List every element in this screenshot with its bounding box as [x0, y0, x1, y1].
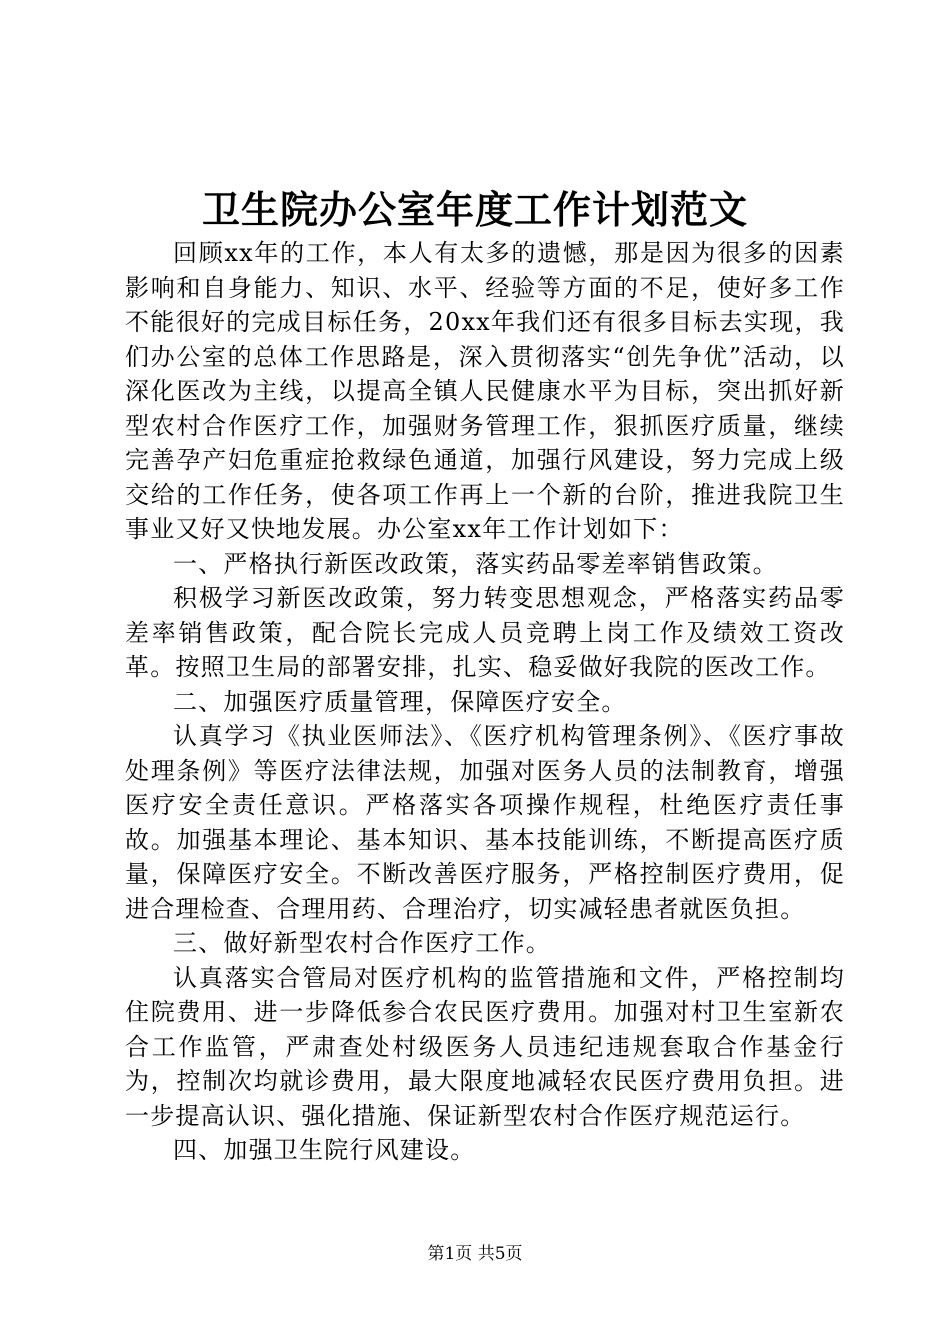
- page-number-footer: 第1页 共5页: [427, 1244, 523, 1264]
- section-heading-4: 四、加强卫生院行风建设。: [173, 1136, 476, 1164]
- section-heading-3: 三、做好新型农村合作医疗工作。: [173, 929, 551, 957]
- paragraph-section-3: 认真落实合管局对医疗机构的监管措施和文件，严格控制均住院费用、进一步降低参合农民医疗费用。加强对村卫生室新农合工作监管，严肃查处村级医务人员违纪违规套取合作基金行为，控制次均就诊费用，最大限度地减轻农民医疗费用负担。进一步提高认识、强化措施、保证新型农村合作医疗规范运行。: [125, 963, 845, 1130]
- section-heading-1: 一、严格执行新医改政策，落实药品零差率销售政策。: [173, 549, 778, 578]
- paragraph-section-2: 认真学习《执业医师法》、《医疗机构管理条例》、《医疗事故处理条例》等医疗法律法规，加强对医务人员的法制教育，增强医疗安全责任意识。严格落实各项操作规程，杜绝医疗责任事故。加强基本理论、基本知识、基本技能训练，不断提高医疗质量，保障医疗安全。不断改善医疗服务，严格控制医疗费用，促进合理检查、合理用药、合理治疗，切实减轻患者就医负担。: [125, 722, 845, 923]
- document-body: [125, 236, 845, 1168]
- paragraph-section-1: 积极学习新医改政策，努力转变思想观念，严格落实药品零差率销售政策，配合院长完成人员竞聘上岗工作及绩效工资改革。按照卫生局的部署安排，扎实、稳妥做好我院的医改工作。: [125, 584, 845, 681]
- paragraph-intro: 回顾xx年的工作，本人有太多的遗憾，那是因为很多的因素影响和自身能力、知识、水平、经验等方面的不足，使好多工作不能很好的完成目标任务，20xx年我们还有很多目标去实现，我们办公室的总体工作思路是，深入贯彻落实“创先争优”活动，以深化医改为主线，以提高全镇人民健康水平为目标，突出抓好新型农村合作医疗工作，加强财务管理工作，狠抓医疗质量，继续完善孕产妇危重症抢救绿色通道，加强行风建设，努力完成上级交给的工作任务，使各项工作再上一个新的台阶，推进我院卫生事业又好又快地发展。办公室xx年工作计划如下：: [125, 239, 845, 543]
- section-heading-2: 二、加强医疗质量管理，保障医疗安全。: [173, 687, 627, 716]
- document-title: 卫生院办公室年度工作计划范文: [201, 187, 748, 232]
